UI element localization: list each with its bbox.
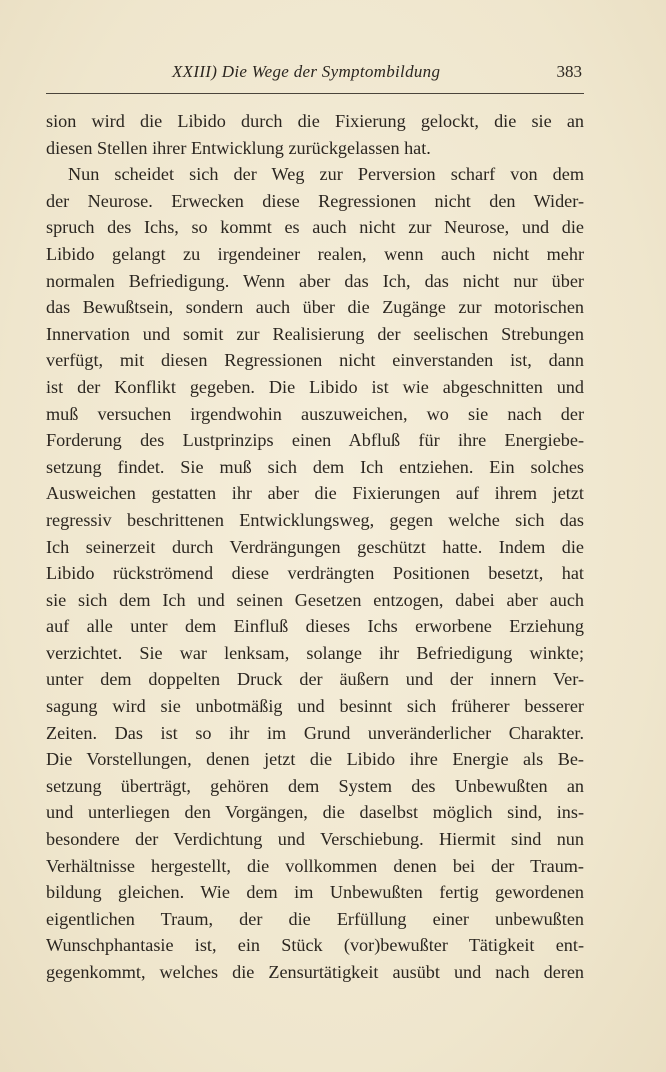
text-line: Die Vorstellungen, denen jetzt die Libido ihre Energie als Be- bbox=[46, 749, 584, 770]
text-line: unter dem doppelten Druck der äußern und der innern Ver- bbox=[46, 669, 584, 690]
text-line: bildung gleichen. Wie dem im Unbewußten fertig gewordenen bbox=[46, 882, 584, 903]
text-line: Innervation und somit zur Realisierung der seelischen Strebungen bbox=[46, 323, 584, 344]
text-line: Ich seinerzeit durch Verdrängungen geschützt hatte. Indem die bbox=[46, 536, 584, 557]
text-line: Libido gelangt zu irgendeiner realen, wenn auch nicht mehr bbox=[46, 243, 584, 264]
text-line: muß versuchen irgendwohin auszuweichen, wo sie nach der bbox=[46, 403, 584, 424]
text-line: Zeiten. Das ist so ihr im Grund unveränderlicher Charakter. bbox=[46, 722, 584, 743]
text-line: normalen Befriedigung. Wenn aber das Ich, das nicht nur über bbox=[46, 270, 584, 291]
text-line: auf alle unter dem Einfluß dieses Ichs erworbene Erziehung bbox=[46, 616, 584, 637]
body-text bbox=[46, 108, 584, 986]
text-line: sagung wird sie unbotmäßig und besinnt sich früherer besserer bbox=[46, 696, 584, 717]
text-line: verfügt, mit diesen Regressionen nicht einverstanden ist, dann bbox=[46, 350, 584, 371]
text-line: und unterliegen den Vorgängen, die daselbst möglich sind, ins- bbox=[46, 802, 584, 823]
text-line: Forderung des Lustprinzips einen Abfluß für ihre Energiebe- bbox=[46, 430, 584, 451]
text-line: eigentlichen Traum, der die Erfüllung einer unbewußten bbox=[46, 908, 584, 929]
text-line: besondere der Verdichtung und Verschiebung. Hiermit sind nun bbox=[46, 829, 584, 850]
text-line: Libido rückströmend diese verdrängten Positionen besetzt, hat bbox=[46, 563, 584, 584]
text-line: sie sich dem Ich und seinen Gesetzen entzogen, dabei aber auch bbox=[46, 589, 584, 610]
text-line: ist der Konflikt gegeben. Die Libido ist wie abgeschnitten und bbox=[46, 376, 584, 397]
text-line: das Bewußtsein, sondern auch über die Zugänge zur motorischen bbox=[46, 297, 584, 318]
text-line: Nun scheidet sich der Weg zur Perversion scharf von dem bbox=[68, 164, 584, 185]
text-line: spruch des Ichs, so kommt es auch nicht zur Neurose, und die bbox=[46, 217, 584, 238]
text-line: regressiv beschrittenen Entwicklungsweg, gegen welche sich das bbox=[46, 509, 584, 530]
header-rule bbox=[46, 93, 584, 94]
text-line: verzichtet. Sie war lenksam, solange ihr Befriedigung winkte; bbox=[46, 642, 584, 663]
text-line: Verhältnisse hergestellt, die vollkommen denen bei der Traum- bbox=[46, 855, 584, 876]
text-line: setzung überträgt, gehören dem System des Unbewußten an bbox=[46, 775, 584, 796]
text-line: setzung findet. Sie muß sich dem Ich entziehen. Ein solches bbox=[46, 456, 584, 477]
text-line: sion wird die Libido durch die Fixierung gelockt, die sie an bbox=[46, 111, 584, 131]
text-line: der Neurose. Erwecken diese Regressionen nicht den Wider- bbox=[46, 190, 584, 211]
running-head: XXIII) Die Wege der Symptombildung bbox=[172, 62, 441, 81]
text-line: Ausweichen gestatten ihr aber die Fixierungen auf ihrem jetzt bbox=[46, 483, 584, 504]
text-line: Wunschphantasie ist, ein Stück (vor)bewußter Tätigkeit ent- bbox=[46, 935, 584, 956]
text-line: diesen Stellen ihrer Entwicklung zurückgelassen hat. bbox=[46, 137, 431, 158]
page-header bbox=[46, 62, 586, 88]
text-line: gegenkommt, welches die Zensurtätigkeit ausübt und nach deren bbox=[46, 962, 584, 982]
page-number: 383 bbox=[556, 62, 582, 81]
